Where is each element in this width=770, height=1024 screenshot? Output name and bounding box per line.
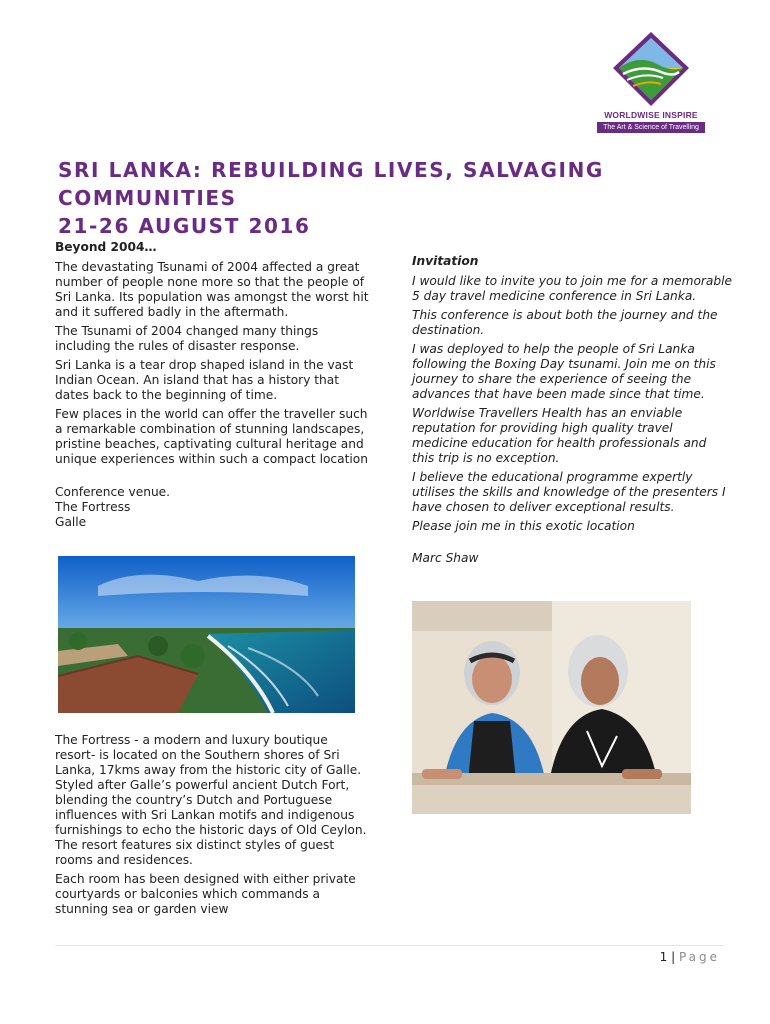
paragraph: The Tsunami of 2004 changed many things including the rules of disaster response.: [55, 324, 319, 353]
paragraph: I was deployed to help the people of Sri Lanka following the Boxing Day tsunami. Join me on this journey to share the experience of seeing the advances that have been made since that time.: [412, 342, 716, 401]
page-title: [58, 156, 738, 240]
venue-description: [55, 733, 370, 921]
paragraph: The devastating Tsunami of 2004 affected a great number of people none more so that the people of Sri Lanka. Its population was amongst the worst hit and it suffered badly in the aftermath.: [55, 260, 369, 319]
venue-block: [55, 485, 370, 530]
title-line-2: 21-26 AUGUST 2016: [58, 214, 311, 238]
diamond-landscape-logo-icon: [609, 30, 693, 108]
paragraph: Few places in the world can offer the traveller such a remarkable combination of stunning landscapes, pristine beaches, captivating cultural heritage and unique experiences within such a compact location: [55, 407, 368, 466]
venue-name: The Fortress: [55, 500, 131, 514]
paragraph: Each room has been designed with either private courtyards or balconies which commands a stunning sea or garden view: [55, 872, 356, 916]
galle-coast-photo: [58, 556, 355, 713]
page-label: Page: [678, 950, 720, 964]
page-number-value: 1: [659, 950, 668, 964]
brand-tagline: The Art & Science of Travelling: [597, 122, 705, 133]
footer-divider: [55, 945, 725, 946]
brand-name: WORLDWISE INSPIRE: [604, 110, 698, 120]
signature: Marc Shaw: [412, 551, 479, 565]
paragraph: The Fortress - a modern and luxury boutique resort- is located on the Southern shores of Sri Lanka, 17kms away from the historic city of Galle. Styled after Galle’s powerful ancient Dutch Fort, blending the country’s Dutch and Portuguese influences with Sri Lankan motifs and indigenous furnishings to echo the historic days of Old Ceylon. The resort features six distinct styles of guest rooms and residences.: [55, 733, 367, 867]
paragraph: Worldwise Travellers Health has an enviable reputation for providing high quality travel medicine education for health professionals and this trip is no exception.: [412, 406, 707, 465]
paragraph: This conference is about both the journey and the destination.: [412, 308, 718, 337]
paragraph: I would like to invite you to join me for a memorable 5 day travel medicine conference in Sri Lanka.: [412, 274, 733, 303]
section-heading-invitation: Invitation: [412, 254, 479, 268]
presenters-photo: [412, 601, 691, 814]
paragraph: I believe the educational programme expertly utilises the skills and knowledge of the presenters I have chosen to deliver exceptional results.: [412, 470, 726, 514]
page-number: [660, 950, 720, 964]
title-line-1: SRI LANKA: REBUILDING LIVES, SALVAGING COMMUNITIES: [58, 158, 604, 210]
venue-label: Conference venue.: [55, 485, 171, 499]
right-column: [412, 254, 732, 570]
paragraph: Please join me in this exotic location: [412, 519, 635, 533]
section-heading-beyond: Beyond 2004…: [55, 240, 157, 254]
venue-city: Galle: [55, 515, 87, 529]
left-column: [55, 240, 370, 530]
brand-logo: [597, 30, 705, 133]
paragraph: Sri Lanka is a tear drop shaped island in the vast Indian Ocean. An island that has a history that dates back to the beginning of time.: [55, 358, 354, 402]
page-number-separator: |: [671, 950, 676, 964]
